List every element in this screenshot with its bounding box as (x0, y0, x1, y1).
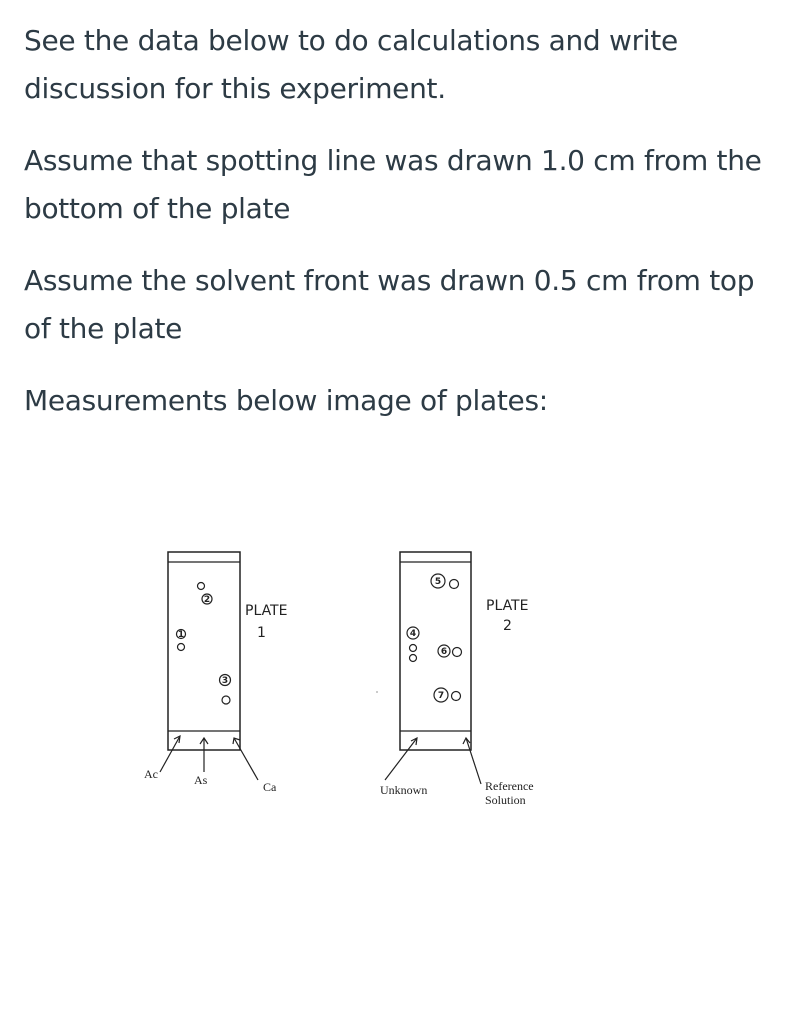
measurements-heading: Measurements below image of plates: (24, 384, 548, 417)
plate-1 (144, 552, 287, 794)
lane-label-as: As (194, 773, 208, 787)
lane-label-unknown: Unknown (380, 783, 428, 797)
solvent-front-paragraph: Assume the solvent front was drawn 0.5 cm from top of the plate (24, 264, 755, 345)
plate-2-reference-spot-7 (452, 692, 461, 701)
plate-2-reference-spot-5 (450, 580, 459, 589)
plate-1-ac-spot (178, 644, 185, 651)
lane-label-ac: Ac (144, 767, 158, 781)
plate-2-spot-7 (434, 688, 448, 702)
spotting-line-paragraph: Assume that spotting line was drawn 1.0 cm from the bottom of the plate (24, 144, 762, 225)
plate-2-unknown-spot-b (410, 655, 417, 662)
svg-text:6: 6 (440, 647, 448, 657)
plate-1-ca-spot (222, 696, 230, 704)
svg-text:7: 7 (437, 691, 445, 701)
plate-2 (380, 552, 534, 807)
plate-1-spot-3 (220, 675, 231, 687)
plate-1-spot-2 (202, 594, 212, 605)
plate-2-reference-spot-6 (453, 648, 462, 657)
lane-label-ca: Ca (263, 780, 277, 794)
plate-1-arrows (160, 736, 258, 780)
plate-2-unknown-spot-a (410, 645, 417, 652)
plate-2-label: PLATE (486, 598, 529, 614)
plate-2-spot-4 (407, 627, 419, 639)
plate-1-label: PLATE (245, 603, 288, 619)
svg-text:4: 4 (409, 629, 417, 639)
plate-2-spot-6 (438, 645, 450, 657)
intro-paragraph: See the data below to do calculations and write discussion for this experiment. (24, 24, 678, 105)
plate-1-spot-1 (177, 630, 186, 641)
plate-1-as-spot (198, 583, 205, 590)
svg-text:2: 2 (203, 595, 211, 605)
plate-1-number: 1 (257, 625, 266, 641)
speck-mark (376, 691, 378, 693)
plate-1-outline (168, 552, 240, 750)
plate-2-spot-5 (431, 574, 445, 588)
svg-text:1: 1 (177, 630, 185, 640)
tlc-plates-figure (130, 540, 570, 820)
svg-text:5: 5 (434, 577, 442, 587)
svg-text:3: 3 (221, 676, 229, 686)
lane-label-solution: Solution (485, 793, 526, 807)
plate-2-number: 2 (503, 618, 512, 634)
lane-label-reference: Reference (485, 779, 534, 793)
